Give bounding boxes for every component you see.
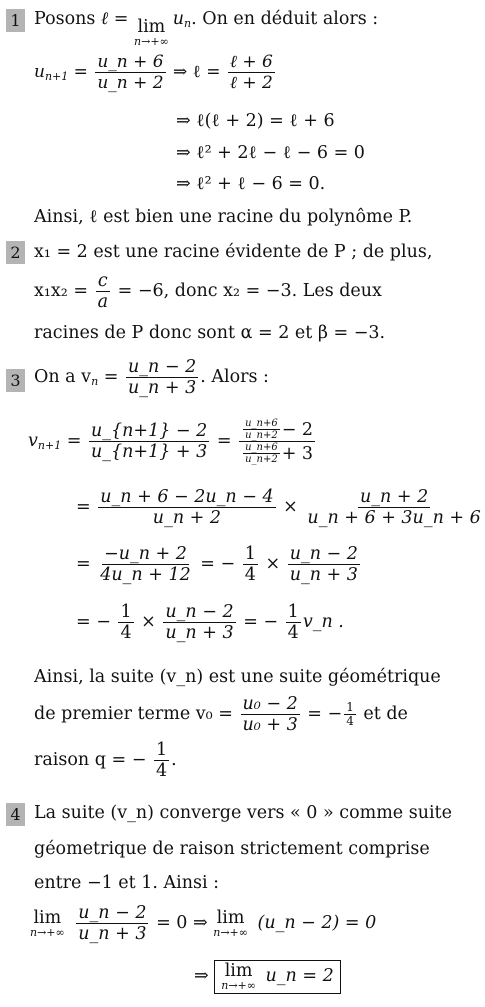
section-3-line-2: = $\frac{u\_n + 6 - 2u\_n - 4}{u\_n + 2}$ × $\frac{u\_n + 2}{u\_n + 6 + 3u\_n + 6}$ xyxy=(76,487,481,528)
section-3-conclusion-3: raison q = − $\frac{1}{4}$ . xyxy=(34,740,177,781)
section-4-final-result: ⇒ lim n→+∞ u_n = 2 xyxy=(194,960,341,994)
section-3-line-1: $v_{n+1}$ = $\frac{u\_\{n+1\} - 2}{u\_\{n+1\} + 3}$ = $\frac{u\_n+6}{u\_n+2}$ − 2 $\frac{u\_n+6}{u\_n+2}$ + 3 xyxy=(28,418,314,465)
section-1-equation-3: ⇒ ℓ² + 2ℓ − ℓ − 6 = 0 xyxy=(176,143,365,163)
section-1-equation-2: ⇒ ℓ(ℓ + 2) = ℓ + 6 xyxy=(176,111,335,131)
section-4-line-2: géometrique de raison strictement comprise xyxy=(34,839,430,859)
section-4-badge: 4 xyxy=(6,803,25,826)
section-3-intro: On a $v_n$ = $\frac{u\_n - 2}{u\_n + 3}$ . Alors : xyxy=(34,357,269,398)
section-4-line-3: entre −1 et 1. Ainsi : xyxy=(34,873,220,893)
section-1-intro: Posons ℓ = lim n→+∞ $u_n$. On en déduit alors : xyxy=(34,9,379,48)
section-2-line-1: x₁ = 2 est une racine évidente de P ; de plus, xyxy=(34,242,433,262)
section-3-conclusion-1: Ainsi, la suite (v_n) est une suite géométrique xyxy=(34,667,441,687)
section-1-equation-1: $u_{n+1}$ = $\frac{u\_n + 6}{u\_n + 2}$ ⇒ ℓ = $\frac{\text{ℓ + 6}}{\text{ℓ + 2}}$ xyxy=(34,52,273,93)
section-4-limit-equation: lim n→+∞ $\frac{u\_n - 2}{u\_n + 3}$ = 0 ⇒ lim n→+∞ (u_n − 2) = 0 xyxy=(30,903,377,944)
section-3-line-4: = − $\frac{1}{4}$ × $\frac{u\_n - 2}{u\_n + 3}$ = − $\frac{1}{4}$ v_n . xyxy=(76,602,344,643)
section-3-badge: 3 xyxy=(6,369,25,392)
section-3-conclusion-2: de premier terme v₀ = $\frac{\text{u₀ − 2}}{\text{u₀ + 3}}$ = − $\frac{1}{4}$ et de xyxy=(34,694,408,735)
section-2-line-3: racines de P donc sont α = 2 et β = −3. xyxy=(34,323,386,343)
section-2-badge: 2 xyxy=(6,241,25,264)
section-1-badge: 1 xyxy=(6,9,25,32)
section-1-conclusion: Ainsi, ℓ est bien une racine du polynôme P. xyxy=(34,207,413,227)
section-1-equation-4: ⇒ ℓ² + ℓ − 6 = 0. xyxy=(176,174,326,194)
final-result-box: lim n→+∞ u_n = 2 xyxy=(214,960,340,994)
section-2-line-2: x₁x₂ = $\frac{c}{a}$ = −6, donc x₂ = −3. Les deux xyxy=(34,271,382,312)
section-4-line-1: La suite (v_n) converge vers « 0 » comme suite xyxy=(34,803,452,823)
section-3-line-3: = $\frac{-u\_n + 2}{4u\_n + 12}$ = − $\frac{1}{4}$ × $\frac{u\_n - 2}{u\_n + 3}$ xyxy=(76,544,358,585)
